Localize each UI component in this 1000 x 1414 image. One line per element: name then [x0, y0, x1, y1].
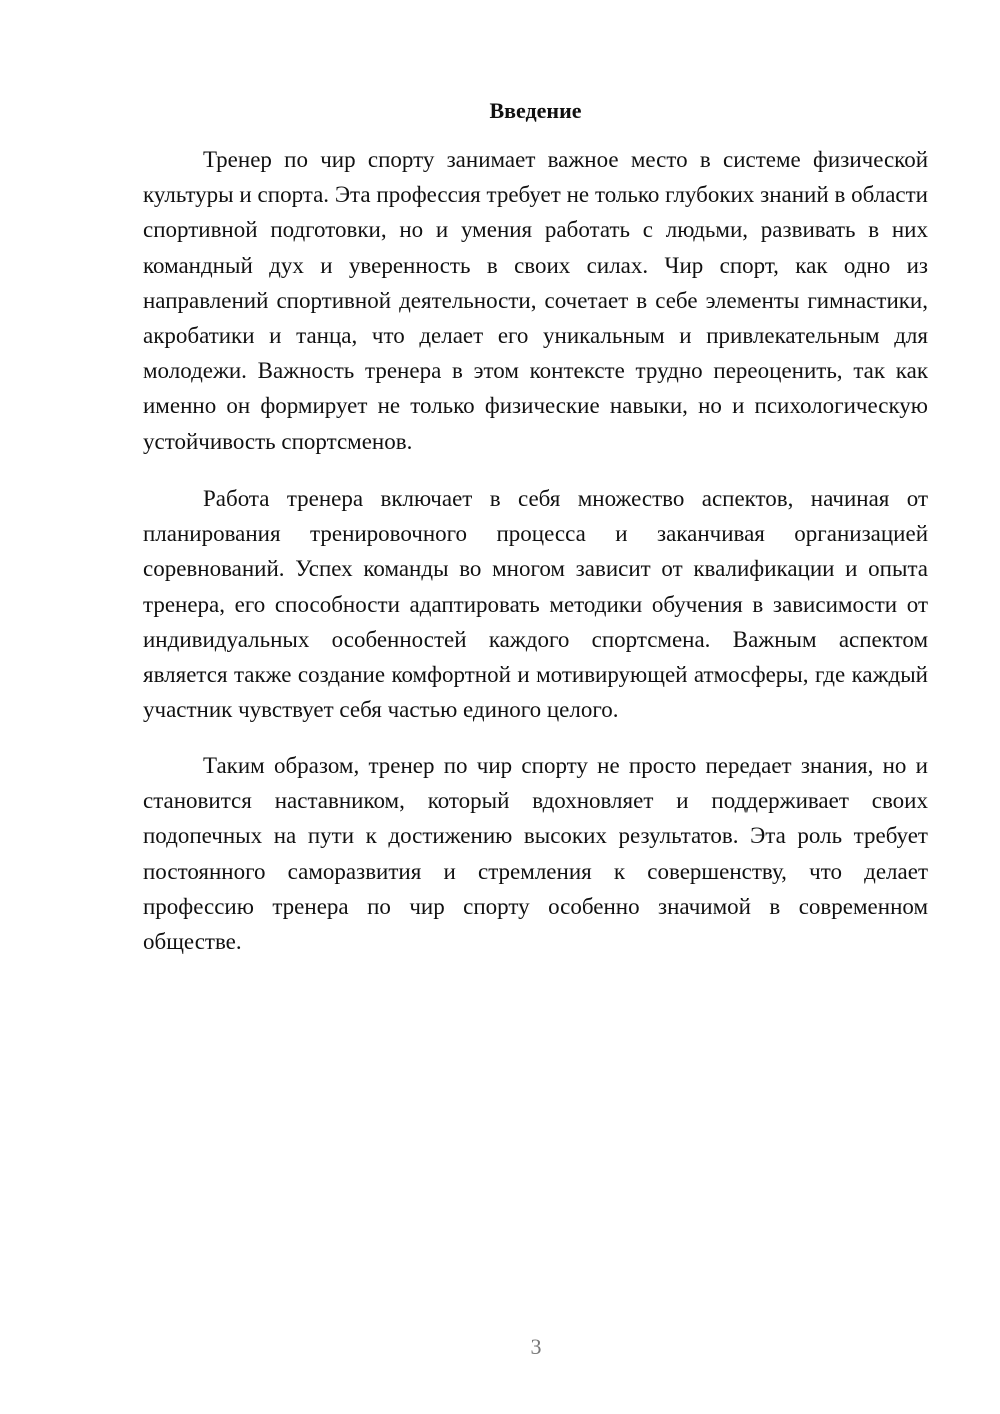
paragraph-2: Работа тренера включает в себя множество аспектов, начиная от планирования тренировочного процесса и заканчивая организацией соревнований. Успех команды во многом зависит от квалификации и опыта тренера, его способности адаптировать методики обучения в зависимости от индивидуальных особенностей каждого спортсмена. Важным аспектом является также создание комфортной и мотивирующей атмосферы, где каждый участник чувствует себя частью единого целого. — [143, 486, 928, 723]
section-heading: Введение — [489, 98, 582, 123]
page-number: 3 — [530, 1334, 542, 1359]
paragraph-3: Таким образом, тренер по чир спорту не просто передает знания, но и становится наставником, который вдохновляет и поддерживает своих подопечных на пути к достижению высоких результатов. Эта роль требует постоянного саморазвития и стремления к совершенству, что делает профессию тренера по чир спорту особенно значимой в современном обществе. — [143, 753, 928, 955]
paragraph-1: Тренер по чир спорту занимает важное место в системе физической культуры и спорта. Эта профессия требует не только глубоких знаний в области спортивной подготовки, но и умения работать с людьми, развивать в них командный дух и уверенность в своих силах. Чир спорт, как одно из направлений спортивной деятельности, сочетает в себе элементы гимнастики, акробатики и танца, что делает его уникальным и привлекательным для молодежи. Важность тренера в этом контексте трудно переоценить, так как именно он формирует не только физические навыки, но и психологическую устойчивость спортсменов. — [143, 147, 928, 454]
